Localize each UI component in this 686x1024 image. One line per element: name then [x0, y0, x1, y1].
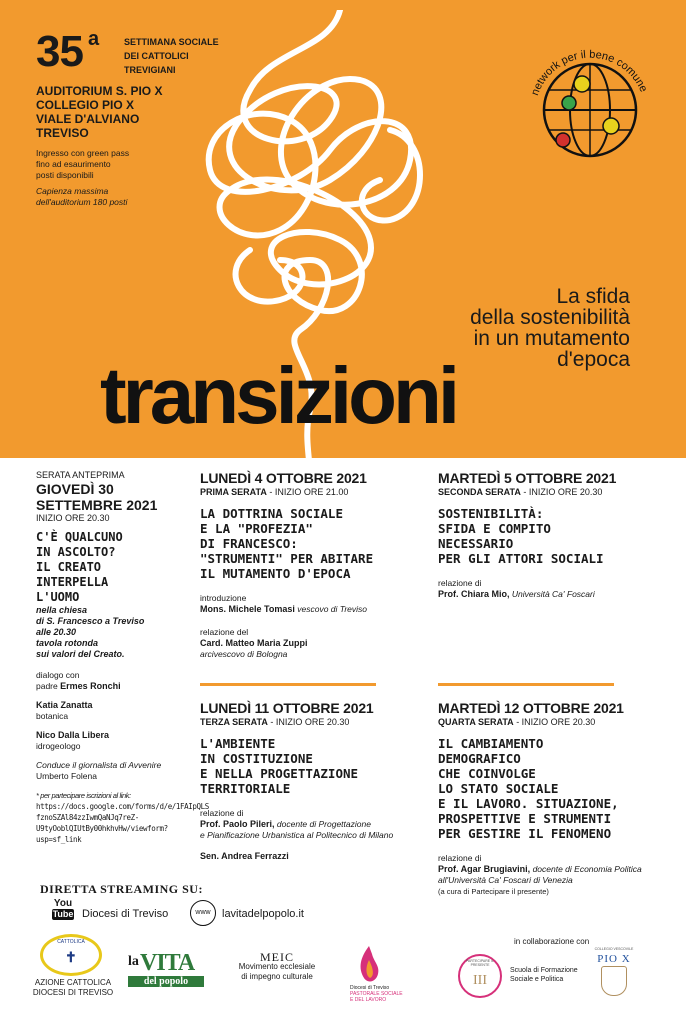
event-2-title: SOSTENIBILITÀ: SFIDA E COMPITO NECESSARIO PER GLI ATTORI SOCIALI [438, 506, 604, 566]
preview-label: SERATA ANTEPRIMA [36, 470, 125, 480]
event-1-date: LUNEDÌ 4 OTTOBRE 2021 [200, 470, 367, 486]
separator-bar-left [200, 683, 376, 686]
vita-del-popolo-logo: la VITA del popolo [126, 954, 208, 992]
event-1 [200, 470, 425, 660]
event-3-serata: TERZA SERATA - INIZIO ORE 20.30 [200, 717, 350, 727]
event-1-rel-label: relazione del [200, 627, 249, 637]
event-3-date: LUNEDÌ 11 OTTOBRE 2021 [200, 700, 374, 716]
separator-bar-right [438, 683, 614, 686]
access-info: Ingresso con green pass fino ad esaurimento posti disponibili [36, 148, 130, 180]
collaboration-label: in collaborazione con [514, 937, 590, 946]
event-2-rel-label: relazione di [438, 578, 482, 588]
pastorale-text: Diocesi di Treviso PASTORALE SOCIALE E DEL LAVORO [350, 985, 403, 1003]
youtube-link[interactable]: Diocesi di Treviso [82, 908, 169, 920]
main-title: transizioni [100, 351, 457, 440]
event-3-rel-role: e Pianificazione Urbanistica al Politecnico di Milano [200, 830, 394, 840]
event-1-rel-role: arcivescovo di Bologna [200, 649, 288, 659]
event-4-title: IL CAMBIAMENTO DEMOGRAFICO CHE COINVOLGE LO STATO SOCIALE E IL LAVORO. SITUAZIONE, PROSPETTIVE E STRUMENTI PER GESTIRE IL FENOMENO [438, 736, 619, 841]
event-4 [438, 700, 673, 897]
network-logo-text: network per il bene comune [529, 48, 650, 98]
event-1-intro-label: introduzione [200, 593, 247, 603]
preview-speaker-1: padre Ermes Ronchi [36, 681, 121, 691]
youtube-icon[interactable]: You Tube [52, 898, 74, 919]
partecipare-logo: PARTECIPARE IL PRESENTE III [458, 954, 502, 998]
event-4-rel-label: relazione di [438, 853, 482, 863]
pastorale-flame-icon [356, 944, 382, 984]
capacity-info: Capienza massima dell'auditorium 180 posti [36, 186, 128, 207]
event-3-rel: Prof. Paolo Pileri, docente di Progettazione [200, 819, 371, 829]
partecipare-text: Scuola di Formazione Sociale e Politica [510, 967, 578, 983]
preview-moderator-line1: Conduce il giornalista di Avvenire [36, 760, 162, 770]
event-2-serata: SECONDA SERATA - INIZIO ORE 20.30 [438, 487, 603, 497]
event-4-date: MARTEDÌ 12 OTTOBRE 2021 [438, 700, 624, 716]
event-2 [438, 470, 668, 600]
preview-place: nella chiesa di S. Francesco a Treviso alle 20.30 tavola rotonda sui valori del Creato. [36, 605, 145, 659]
pio-x-logo: COLLEGIO VESCOVILE PIO X [592, 944, 636, 996]
preview-date-line2: SETTEMBRE 2021 [36, 497, 158, 513]
website-link[interactable]: lavitadelpopolo.it [222, 908, 304, 920]
subtitle: La sfida della sostenibilità in un mutamento d'epoca [470, 285, 630, 371]
globe-icon: www [190, 900, 216, 926]
preview-date-line1: GIOVEDÌ 30 [36, 481, 114, 497]
edition-name: SETTIMANA SOCIALE DEI CATTOLICI TREVIGIANI [124, 37, 219, 75]
preview-speaker-2-role: botanica [36, 711, 69, 721]
event-3-extra: Sen. Andrea Ferrazzi [200, 851, 289, 861]
event-3-title: L'AMBIENTE IN COSTITUZIONE E NELLA PROGETTAZIONE TERRITORIALE [200, 736, 359, 796]
preview-moderator-line2: Umberto Folena [36, 771, 97, 781]
network-logo [515, 28, 665, 178]
preview-speaker-3: Nico Dalla Libera [36, 730, 110, 740]
edition-superscript: a [88, 28, 100, 50]
preview-dialog-label: dialogo con [36, 670, 80, 680]
preview-time: INIZIO ORE 20.30 [36, 513, 110, 523]
event-4-rel: Prof. Agar Brugiavini, docente di Economia Politica [438, 864, 642, 874]
preview-speaker-2: Katia Zanatta [36, 700, 93, 710]
edition-number: 35 [36, 27, 83, 76]
event-1-rel-name: Card. Matteo Maria Zuppi [200, 638, 308, 648]
event-2-date: MARTEDÌ 5 OTTOBRE 2021 [438, 470, 617, 486]
streaming-label: DIRETTA STREAMING SU: [40, 882, 203, 896]
event-1-title: LA DOTTRINA SOCIALE E LA "PROFEZIA" DI FRANCESCO: "STRUMENTI" PER ABITARE IL MUTAMENTO D'EPOCA [200, 506, 374, 581]
azione-cattolica-text: AZIONE CATTOLICA DIOCESI DI TREVISO [32, 978, 114, 997]
preview-speaker-3-role: idrogeologo [36, 741, 81, 751]
event-1-serata: PRIMA SERATA - INIZIO ORE 21.00 [200, 487, 349, 497]
event-4-rel-role: all'Università Ca' Foscari di Venezia [438, 875, 573, 885]
azione-cattolica-logo: CATTOLICA ✝ [40, 934, 102, 976]
preview-column [36, 470, 209, 845]
preview-register-info: * per partecipare iscrizioni al link: https://docs.google.com/forms/d/e/1FAIpQLS fznoSZAl84zzIwmQaNJq7reZ- U9tyOoblQIUtBy00hkhvHw/viewform?usp=sf_link [36, 791, 209, 844]
meic-logo: MEIC Movimento ecclesiale di impegno culturale [238, 950, 316, 981]
event-2-rel: Prof. Chiara Mio, Università Ca' Foscari [438, 589, 595, 599]
event-4-serata: QUARTA SERATA - INIZIO ORE 20.30 [438, 717, 596, 727]
event-3 [200, 700, 430, 862]
preview-title: C'È QUALCUNO IN ASCOLTO? IL CREATO INTERPELLA L'UOMO [36, 530, 123, 604]
venue: AUDITORIUM S. PIO X COLLEGIO PIO X VIALE D'ALVIANO TREVISO [36, 84, 163, 140]
event-4-note: (a cura di Partecipare il presente) [438, 887, 549, 896]
event-1-intro: Mons. Michele Tomasi vescovo di Treviso [200, 604, 367, 614]
event-3-rel-label: relazione di [200, 808, 244, 818]
